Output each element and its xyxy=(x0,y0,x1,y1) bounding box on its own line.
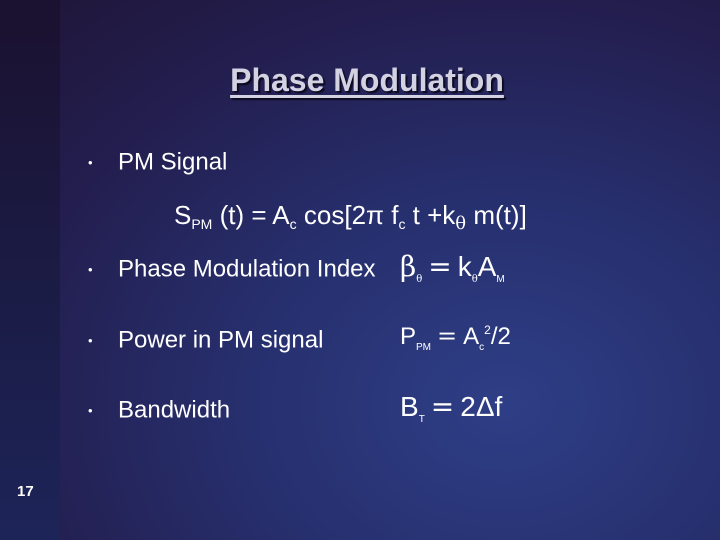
formula-subscript: M xyxy=(496,274,505,285)
formula-subscript: PM xyxy=(416,342,432,353)
formula-divide: /2 xyxy=(490,323,511,350)
mod-index-formula xyxy=(400,250,505,285)
formula-equals: = xyxy=(430,390,455,423)
eq-part: f xyxy=(383,200,399,230)
formula-subscript: θ xyxy=(471,274,478,285)
bullet-marker: • xyxy=(88,403,93,419)
eq-part: (t) = A xyxy=(212,200,290,230)
eq-theta-symbol: θ xyxy=(455,213,467,234)
bandwidth-formula xyxy=(400,390,502,425)
bullet-bandwidth xyxy=(88,396,230,425)
pm-signal-equation xyxy=(174,200,527,234)
formula-k: k xyxy=(457,251,472,282)
formula-subscript: c xyxy=(479,342,485,353)
slide-title: Phase Modulation xyxy=(230,62,504,98)
bullet-mod-index xyxy=(88,255,376,284)
formula-a: A xyxy=(477,251,497,282)
power-formula xyxy=(400,322,511,353)
bullet-label: Power in PM signal xyxy=(118,326,324,354)
eq-part: m(t)] xyxy=(466,200,527,230)
formula-superscript: 2 xyxy=(484,323,491,337)
formula-subscript: T xyxy=(418,414,425,425)
eq-part: cos[2 xyxy=(296,200,367,230)
formula-equals: = xyxy=(437,322,458,350)
formula-a: A xyxy=(463,323,480,350)
eq-subscript-c: c xyxy=(289,216,297,232)
bullet-label: Bandwidth xyxy=(118,396,231,424)
eq-symbol-s: S xyxy=(174,200,192,230)
bullet-label: Phase Modulation Index xyxy=(118,255,376,283)
formula-b: B xyxy=(400,391,419,422)
eq-pi-symbol: π xyxy=(366,200,384,230)
bullet-marker: • xyxy=(88,155,93,171)
formula-rhs: 2Δf xyxy=(460,391,503,422)
page-number: 17 xyxy=(17,483,34,500)
eq-subscript-pm: PM xyxy=(191,216,213,232)
formula-beta: β xyxy=(400,250,417,283)
bullet-marker: • xyxy=(88,262,93,278)
formula-equals: = xyxy=(428,250,452,283)
eq-part: t +k xyxy=(405,200,456,230)
formula-p: P xyxy=(400,323,417,350)
bullet-label: PM Signal xyxy=(118,148,228,176)
bullet-pm-signal xyxy=(88,148,227,177)
bullet-power xyxy=(88,326,323,355)
formula-subscript: θ xyxy=(416,274,423,285)
bullet-marker: • xyxy=(88,333,93,349)
eq-subscript-c: c xyxy=(398,216,406,232)
